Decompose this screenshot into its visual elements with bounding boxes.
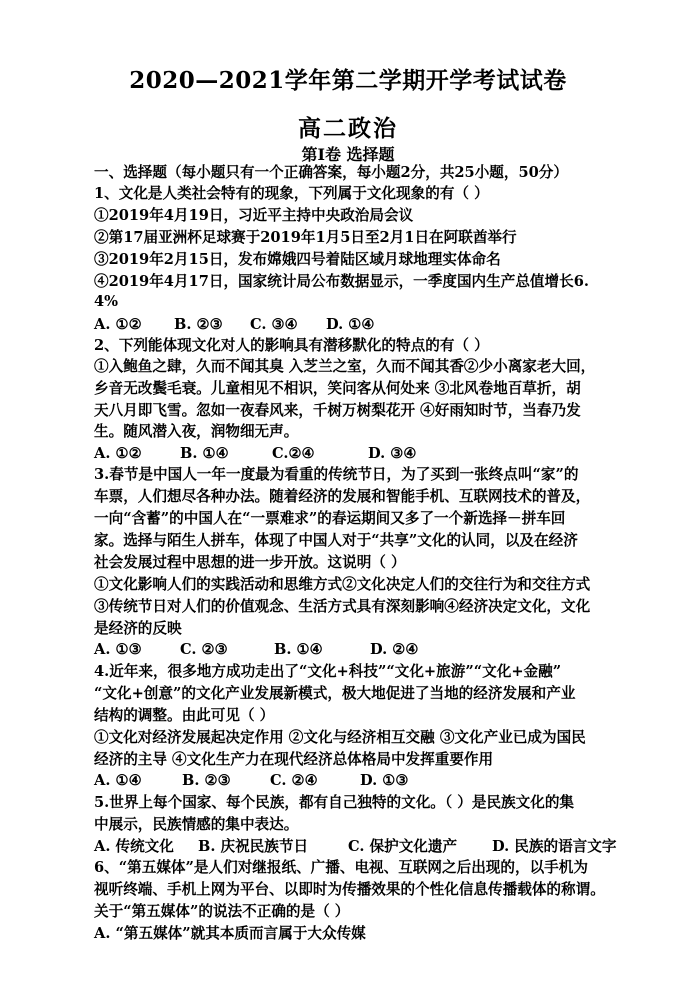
question-line: 5.世界上每个国家、每个民族，都有自己独特的文化。（ ）是民族文化的集 [94,794,575,811]
question-line: 结构的调整。由此可见（ ） [94,707,275,724]
question-line: 天八月即飞雪。忽如一夜春风来，千树万树梨花开 ④好雨知时节，当春乃发 [94,402,581,419]
question-line: 经济的主导 ④文化生产力在现代经济总体格局中发挥重要作用 [94,751,494,768]
question-line: 中展示，民族情感的集中表达。 [94,816,299,833]
option-d: D. ③④ [368,445,417,462]
option-b: B. 庆祝民族节日 [198,838,309,855]
question-line: “文化+创意”的文化产业发展新模式，极大地促进了当地的经济发展和产业 [94,685,576,702]
question-line: 是经济的反映 [94,620,182,637]
subject-title: 高二政治 [298,115,398,142]
answer-options [94,771,408,791]
option-a: A. ①③ [94,641,142,658]
question-line: 2、下列能体现文化对人的影响具有潜移默化的特点的有（ ） [94,337,489,354]
question-line: 生。随风潜入夜，润物细无声。 [94,423,299,440]
option-b: B. ②③ [174,316,223,333]
question-line: ①文化对经济发展起决定作用 ②文化与经济相互交融 ③文化产业已成为国民 [94,729,586,746]
option-a: A. ①② [94,316,142,333]
volume-heading: 第Ⅰ卷 选择题 [301,145,395,164]
question-line: 社会发展过程中思想的进一步开放。这说明（ ） [94,554,406,571]
option-c: C. ②③ [180,641,228,658]
question-line: 视听终端、手机上网为平台、以即时为传播效果的个性化信息传播载体的称谓。 [94,881,605,898]
option-a: A. ①② [94,445,142,462]
question-line: 家。选择与陌生人拼车，体现了中国人对于“共享”文化的认同，以及在经济 [94,532,578,549]
option-d: D. 民族的语言文字 [492,838,617,855]
answer-options [94,315,374,335]
question-line: 4% [94,293,119,310]
question-line: ③2019年2月15日，发布嫦娥四号着陆区域月球地理实体命名 [94,251,501,268]
option-a: A. ①④ [94,772,142,789]
option-c: C.②④ [272,445,315,462]
question-line: 一向“含蓄”的中国人在“一票难求”的春运期间又多了一个新选择－拼车回 [94,510,566,527]
option-b: B. ②③ [182,772,231,789]
answer-options [94,640,418,660]
option-b: B. ①④ [180,445,229,462]
question-line: ③传统节日对人们的价值观念、生活方式具有深刻影响④经济决定文化，文化 [94,598,591,615]
answer-options [94,837,616,857]
question-line: ②第17届亚洲杯足球赛于2019年1月5日至2月1日在阿联酋举行 [94,229,517,246]
question-line: ①2019年4月19日，习近平主持中央政治局会议 [94,207,414,224]
question-line: ①文化影响人们的实践活动和思维方式②文化决定人们的交往行为和交往方式 [94,576,591,593]
option-c: C. ③④ [250,316,298,333]
question-line: ①入鲍鱼之肆，久而不闻其臭 入芝兰之室，久而不闻其香②少小离家老大回， [94,358,596,375]
question-line: 3.春节是中国人一年一度最为看重的传统节日，为了买到一张终点叫“家”的 [94,466,579,483]
question-line: 乡音无改鬓毛衰。儿童相见不相识，笑问客从何处来 ③北风卷地百草折，胡 [94,380,581,397]
option-b: B. ①④ [274,641,323,658]
section-header: 一、选择题（每小题只有一个正确答案，每小题2分，共25小题，50分） [94,164,568,181]
question-line: 关于“第五媒体”的说法不正确的是（ ） [94,903,350,920]
option-d: D. ①④ [326,316,375,333]
option-d: D. ①③ [360,772,409,789]
question-line: ④2019年4月17日，国家统计局公布数据显示，一季度国内生产总值增长6. [94,273,589,290]
question-line: 车票，人们想尽各种办法。随着经济的发展和智能手机、互联网技术的普及， [94,488,591,505]
answer-options [94,444,416,464]
option-a: A. 传统文化 [94,838,174,855]
question-line: A. “第五媒体”就其本质而言属于大众传媒 [94,925,366,942]
question-stem: 1、文化是人类社会特有的现象，下列属于文化现象的有（ ） [94,185,489,202]
option-c: C. ②④ [270,772,318,789]
option-d: D. ②④ [370,641,419,658]
exam-title: 2020—2021学年第二学期开学考试试卷 [129,67,567,94]
question-line: 6、“第五媒体”是人们对继报纸、广播、电视、互联网之后出现的，以手机为 [94,859,588,876]
question-line: 4.近年来，很多地方成功走出了“文化+科技”“文化+旅游”“文化+金融” [94,663,562,680]
option-c: C. 保护文化遗产 [348,838,458,855]
